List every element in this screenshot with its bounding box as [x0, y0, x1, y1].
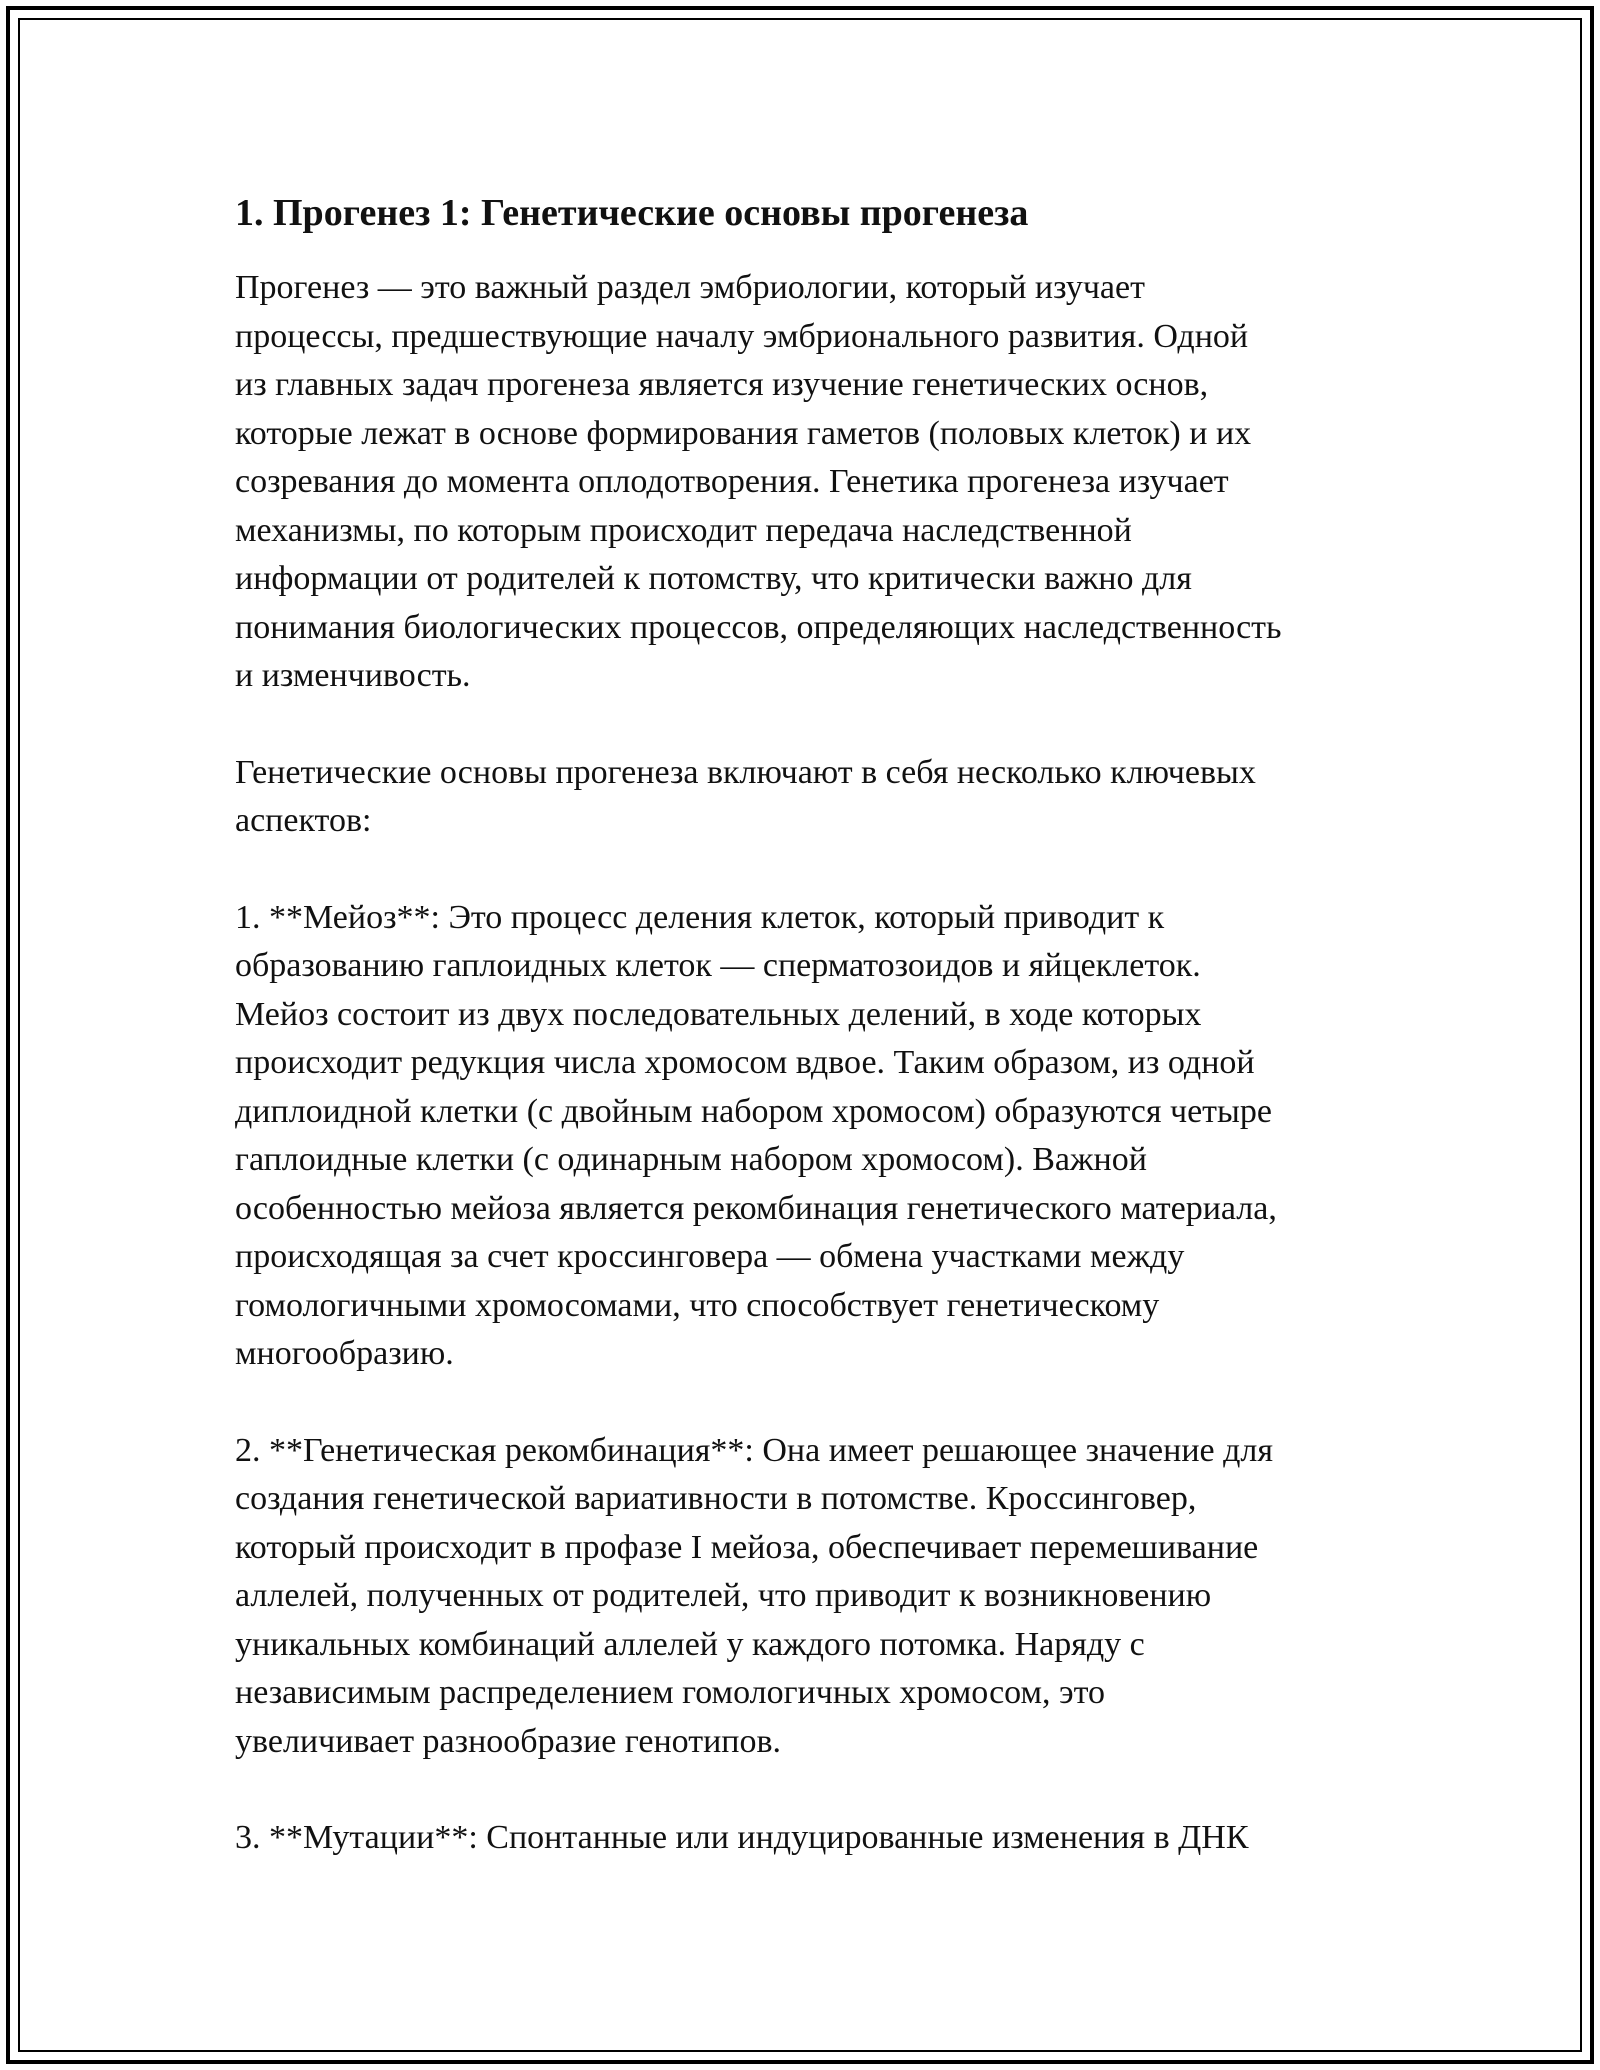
paragraph-aspects-intro: Генетические основы прогенеза включают в себя несколько ключевых аспектов: [235, 753, 1256, 839]
paragraph-mutations: 3. **Мутации**: Спонтанные или индуцированные изменения в ДНК [235, 1819, 1249, 1856]
paragraph-intro: Прогенез — это важный раздел эмбриологии, который изучает процессы, предшествующие началу эмбрионального развития. Одной из главных задач прогенеза является изучение генетических основ, которые лежат в основе формирования гаметов (половых клеток) и их созревания до момента оплодотворения. Генетика прогенеза изучает механизмы, по которым происходит передача наследственной информации от родителей к потомству, что критически важно для понимания биологических процессов, определяющих наследственность и изменчивость. [235, 269, 1282, 694]
document-body [235, 188, 1385, 1911]
paragraph-recombination: 2. **Генетическая рекомбинация**: Она имеет решающее значение для создания генетической вариативности в потомстве. Кроссинговер, который происходит в профазе I мейоза, обеспечивает перемешивание аллелей, полученных от родителей, что приводит к возникновению уникальных комбинаций аллелей у каждого потомка. Наряду с независимым распределением гомологичных хромосом, это увеличивает разнообразие генотипов. [235, 1431, 1274, 1760]
document-heading: 1. Прогенез 1: Генетические основы прогенеза [235, 192, 1029, 234]
paragraph-meiosis: 1. **Мейоз**: Это процесс деления клеток, который приводит к образованию гаплоидных клеток — сперматозоидов и яйцеклеток. Мейоз состоит из двух последовательных делений, в ходе которых происходит редукция числа хромосом вдвое. Таким образом, из одной диплоидной клетки (с двойным набором хромосом) образуются четыре гаплоидные клетки (с одинарным набором хромосом). Важной особенностью мейоза является рекомбинация генетического материала, происходящая за счет кроссинговера — обмена участками между гомологичными хромосомами, что способствует генетическому многообразию. [235, 898, 1277, 1372]
